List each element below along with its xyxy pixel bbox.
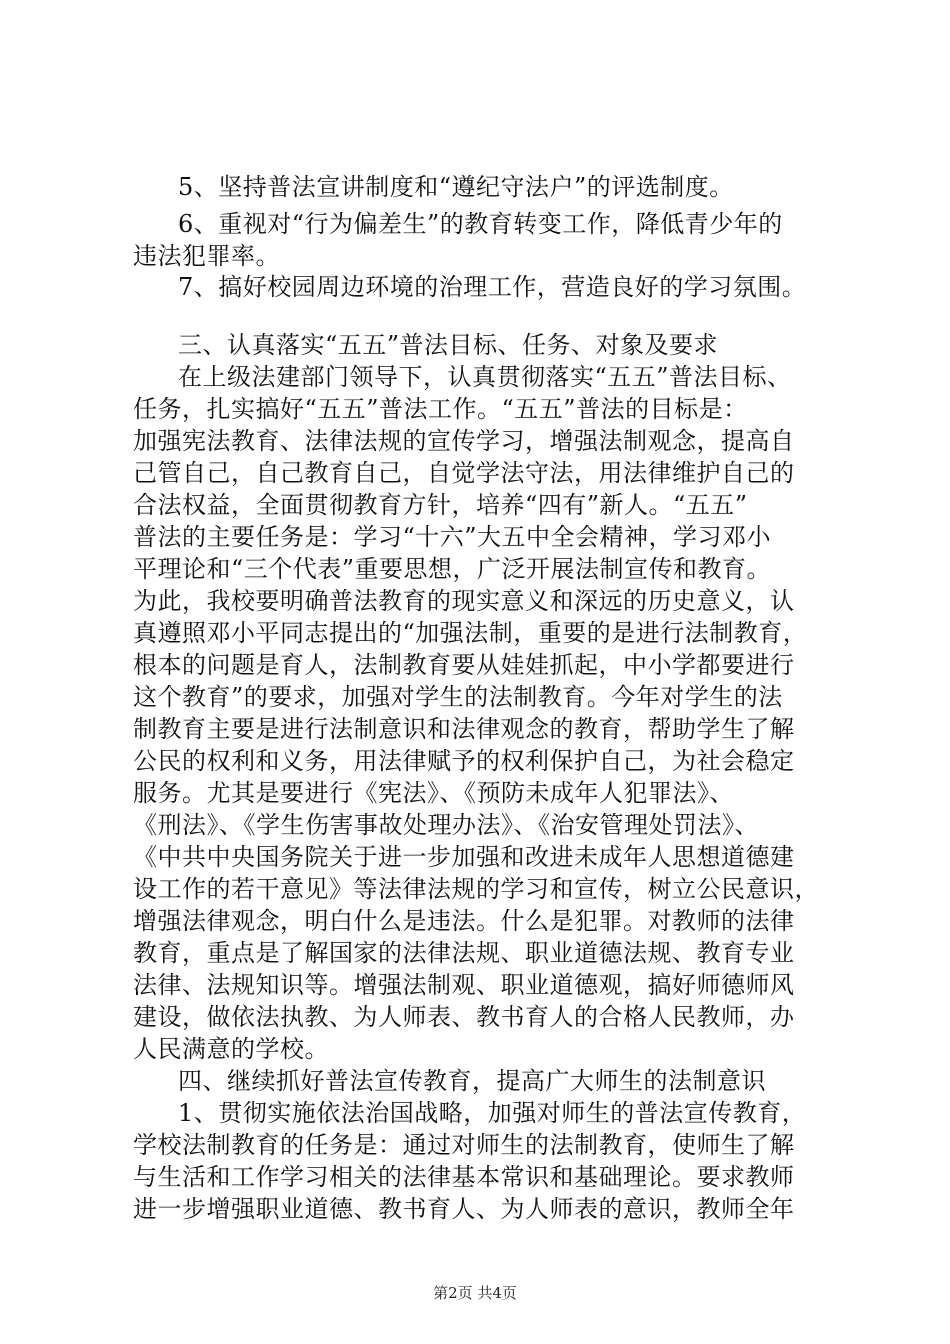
list-item-5: 5、坚持普法宣讲制度和“遵纪守法户”的评选制度。 (178, 173, 734, 201)
paragraph-line: 普法的主要任务是：学习“十六”大五中全会精神，学习邓小 (133, 523, 772, 551)
paragraph-line: 法律、法规知识等。增强法制观、职业道德观，搞好师德师风 (133, 971, 795, 999)
paragraph-line: 增强法律观念，明白什么是违法。什么是犯罪。对教师的法律 (133, 907, 795, 935)
paragraph-line: 加强宪法教育、法律法规的宣传学习，增强法制观念，提高自 (133, 427, 795, 455)
paragraph-line: 学校法制教育的任务是：通过对师生的法制教育，使师生了解 (133, 1131, 795, 1159)
paragraph-line: 设工作的若干意见》等法律法规的学习和宣传，树立公民意识， (133, 875, 819, 903)
page-number-footer: 第2页 共4页 (433, 1284, 517, 1302)
paragraph-line: 己管自己，自己教育自己，自觉学法守法，用法律维护自己的 (133, 459, 795, 487)
paragraph-line: 1、贯彻实施依法治国战略，加强对师生的普法宣传教育， (178, 1099, 807, 1127)
paragraph-line: 这个教育”的要求，加强对学生的法制教育。今年对学生的法 (133, 683, 783, 711)
paragraph-line: 根本的问题是育人，法制教育要从娃娃抓起，中小学都要进行 (133, 651, 795, 679)
list-item-6: 6、重视对“行为偏差生”的教育转变工作，降低青少年的 (178, 210, 783, 238)
paragraph-line: 服务。尤其是要进行《宪法》、《预防未成年人犯罪法》、 (133, 779, 734, 807)
list-item-7: 7、搞好校园周边环境的治理工作，营造良好的学习氛围。 (178, 273, 807, 301)
paragraph-line: 真遵照邓小平同志提出的“加强法制，重要的是进行法制教育， (133, 619, 808, 647)
paragraph-line: 人民满意的学校。 (133, 1035, 329, 1063)
paragraph-line: 与生活和工作学习相关的法律基本常识和基础理论。要求教师 (133, 1163, 795, 1191)
paragraph-line: 合法权益，全面贯彻教育方针，培养“四有”新人。“五五” (133, 491, 748, 519)
paragraph-line: 《中共中央国务院关于进一步加强和改进未成年人思想道德建 (133, 843, 795, 871)
list-item-6-continued: 违法犯罪率。 (133, 242, 280, 270)
paragraph-line: 制教育主要是进行法制意识和法律观念的教育，帮助学生了解 (133, 715, 795, 743)
paragraph-line: 为此，我校要明确普法教育的现实意义和深远的历史意义，认 (133, 587, 795, 615)
paragraph-line: 任务，扎实搞好“五五”普法工作。“五五”普法的目标是： (133, 395, 748, 423)
paragraph-line: 《刑法》、《学生伤害事故处理办法》、《治安管理处罚法》、 (133, 811, 759, 839)
paragraph-line: 在上级法建部门领导下，认真贯彻落实“五五”普法目标、 (178, 363, 792, 391)
section-heading-4: 四、继续抓好普法宣传教育，提高广大师生的法制意识 (178, 1067, 766, 1095)
paragraph-line: 教育，重点是了解国家的法律法规、职业道德法规、教育专业 (133, 939, 795, 967)
paragraph-line: 公民的权利和义务，用法律赋予的权利保护自己，为社会稳定 (133, 747, 795, 775)
section-heading-3: 三、认真落实“五五”普法目标、任务、对象及要求 (178, 331, 719, 359)
paragraph-line: 平理论和“三个代表”重要思想，广泛开展法制宣传和教育。 (133, 555, 772, 583)
paragraph-line: 建设，做依法执教、为人师表、教书育人的合格人民教师，办 (133, 1003, 795, 1031)
paragraph-line: 进一步增强职业道德、教书育人、为人师表的意识，教师全年 (133, 1195, 795, 1223)
